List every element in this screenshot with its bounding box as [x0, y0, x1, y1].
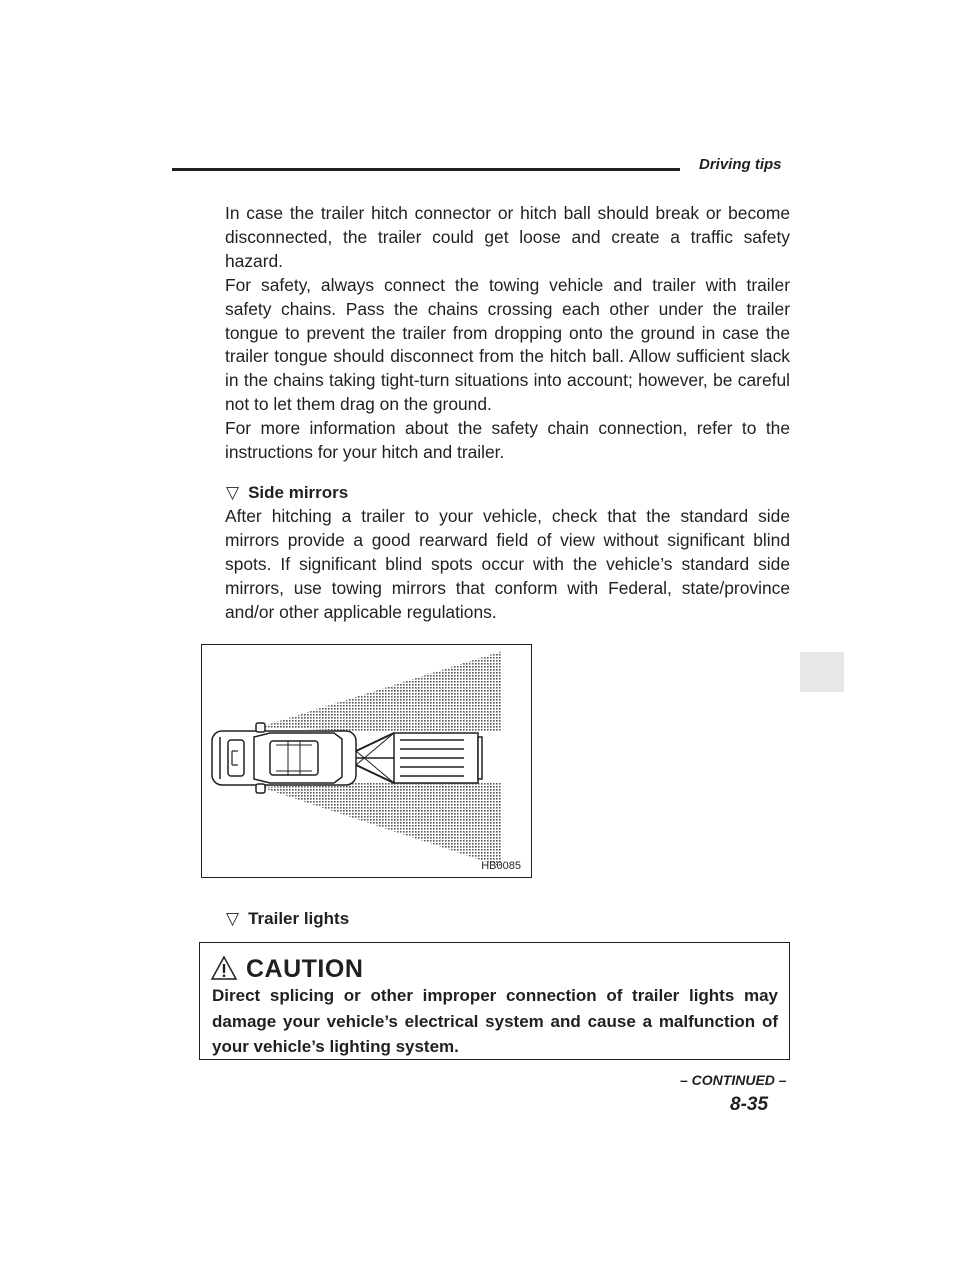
trailer-lights-heading	[226, 907, 349, 931]
trailer-lights-heading-text: Trailer lights	[248, 909, 350, 928]
vehicle-trailer-illustration	[202, 645, 533, 879]
header-rule	[172, 168, 680, 171]
mirror-view-figure	[201, 644, 532, 878]
caution-title: CAUTION	[246, 955, 364, 983]
trailer-icon	[394, 733, 482, 783]
triangle-marker-icon: ▽	[226, 909, 240, 928]
body-text	[225, 202, 790, 465]
caution-box	[199, 942, 790, 1060]
paragraph-safety-chains: For safety, always connect the towing vehicle and trailer with trailer safety chains. Pass the chains crossing each other under the trailer tongue to prevent the trailer from dropping onto the ground in case the trailer tongue should disconnect from the hitch ball. Allow sufficient slack in the chains taking tight-turn situations into account; however, be careful not to let them drag on the ground.	[225, 274, 790, 415]
chapter-tab	[800, 652, 844, 692]
paragraph-side-mirrors: After hitching a trailer to your vehicle, check that the standard side mirrors provide a good rearward field of view without significant blind spots. If significant blind spots occur with the vehicle’s standard side mirrors, use towing mirrors that conform with Federal, state/province and/or other applicable regulations.	[225, 506, 790, 622]
side-mirrors-heading	[226, 481, 348, 505]
page-number: 8-35	[730, 1094, 769, 1115]
triangle-marker-icon: ▽	[226, 483, 240, 502]
caution-text: Direct splicing or other improper connection of trailer lights may damage your vehicle’s electrical system and cause a malfunction of your vehicle’s lighting system.	[212, 986, 778, 1056]
side-mirrors-body	[225, 505, 790, 625]
left-view-zone	[260, 651, 502, 731]
warning-triangle-icon	[210, 955, 238, 981]
paragraph-more-info: For more information about the safety chain connection, refer to the instructions for your hitch and trailer.	[225, 418, 790, 463]
right-view-zone	[260, 783, 502, 867]
continued-label: – CONTINUED –	[680, 1072, 787, 1088]
safety-chains	[356, 733, 394, 783]
paragraph-hitch-break: In case the trailer hitch connector or hitch ball should break or become disconnected, the trailer could get loose and create a traffic safety hazard.	[225, 203, 790, 271]
side-mirrors-heading-text: Side mirrors	[248, 483, 349, 502]
figure-code: HB0085	[481, 860, 521, 872]
car-icon	[212, 723, 356, 793]
section-title: Driving tips	[699, 156, 782, 173]
